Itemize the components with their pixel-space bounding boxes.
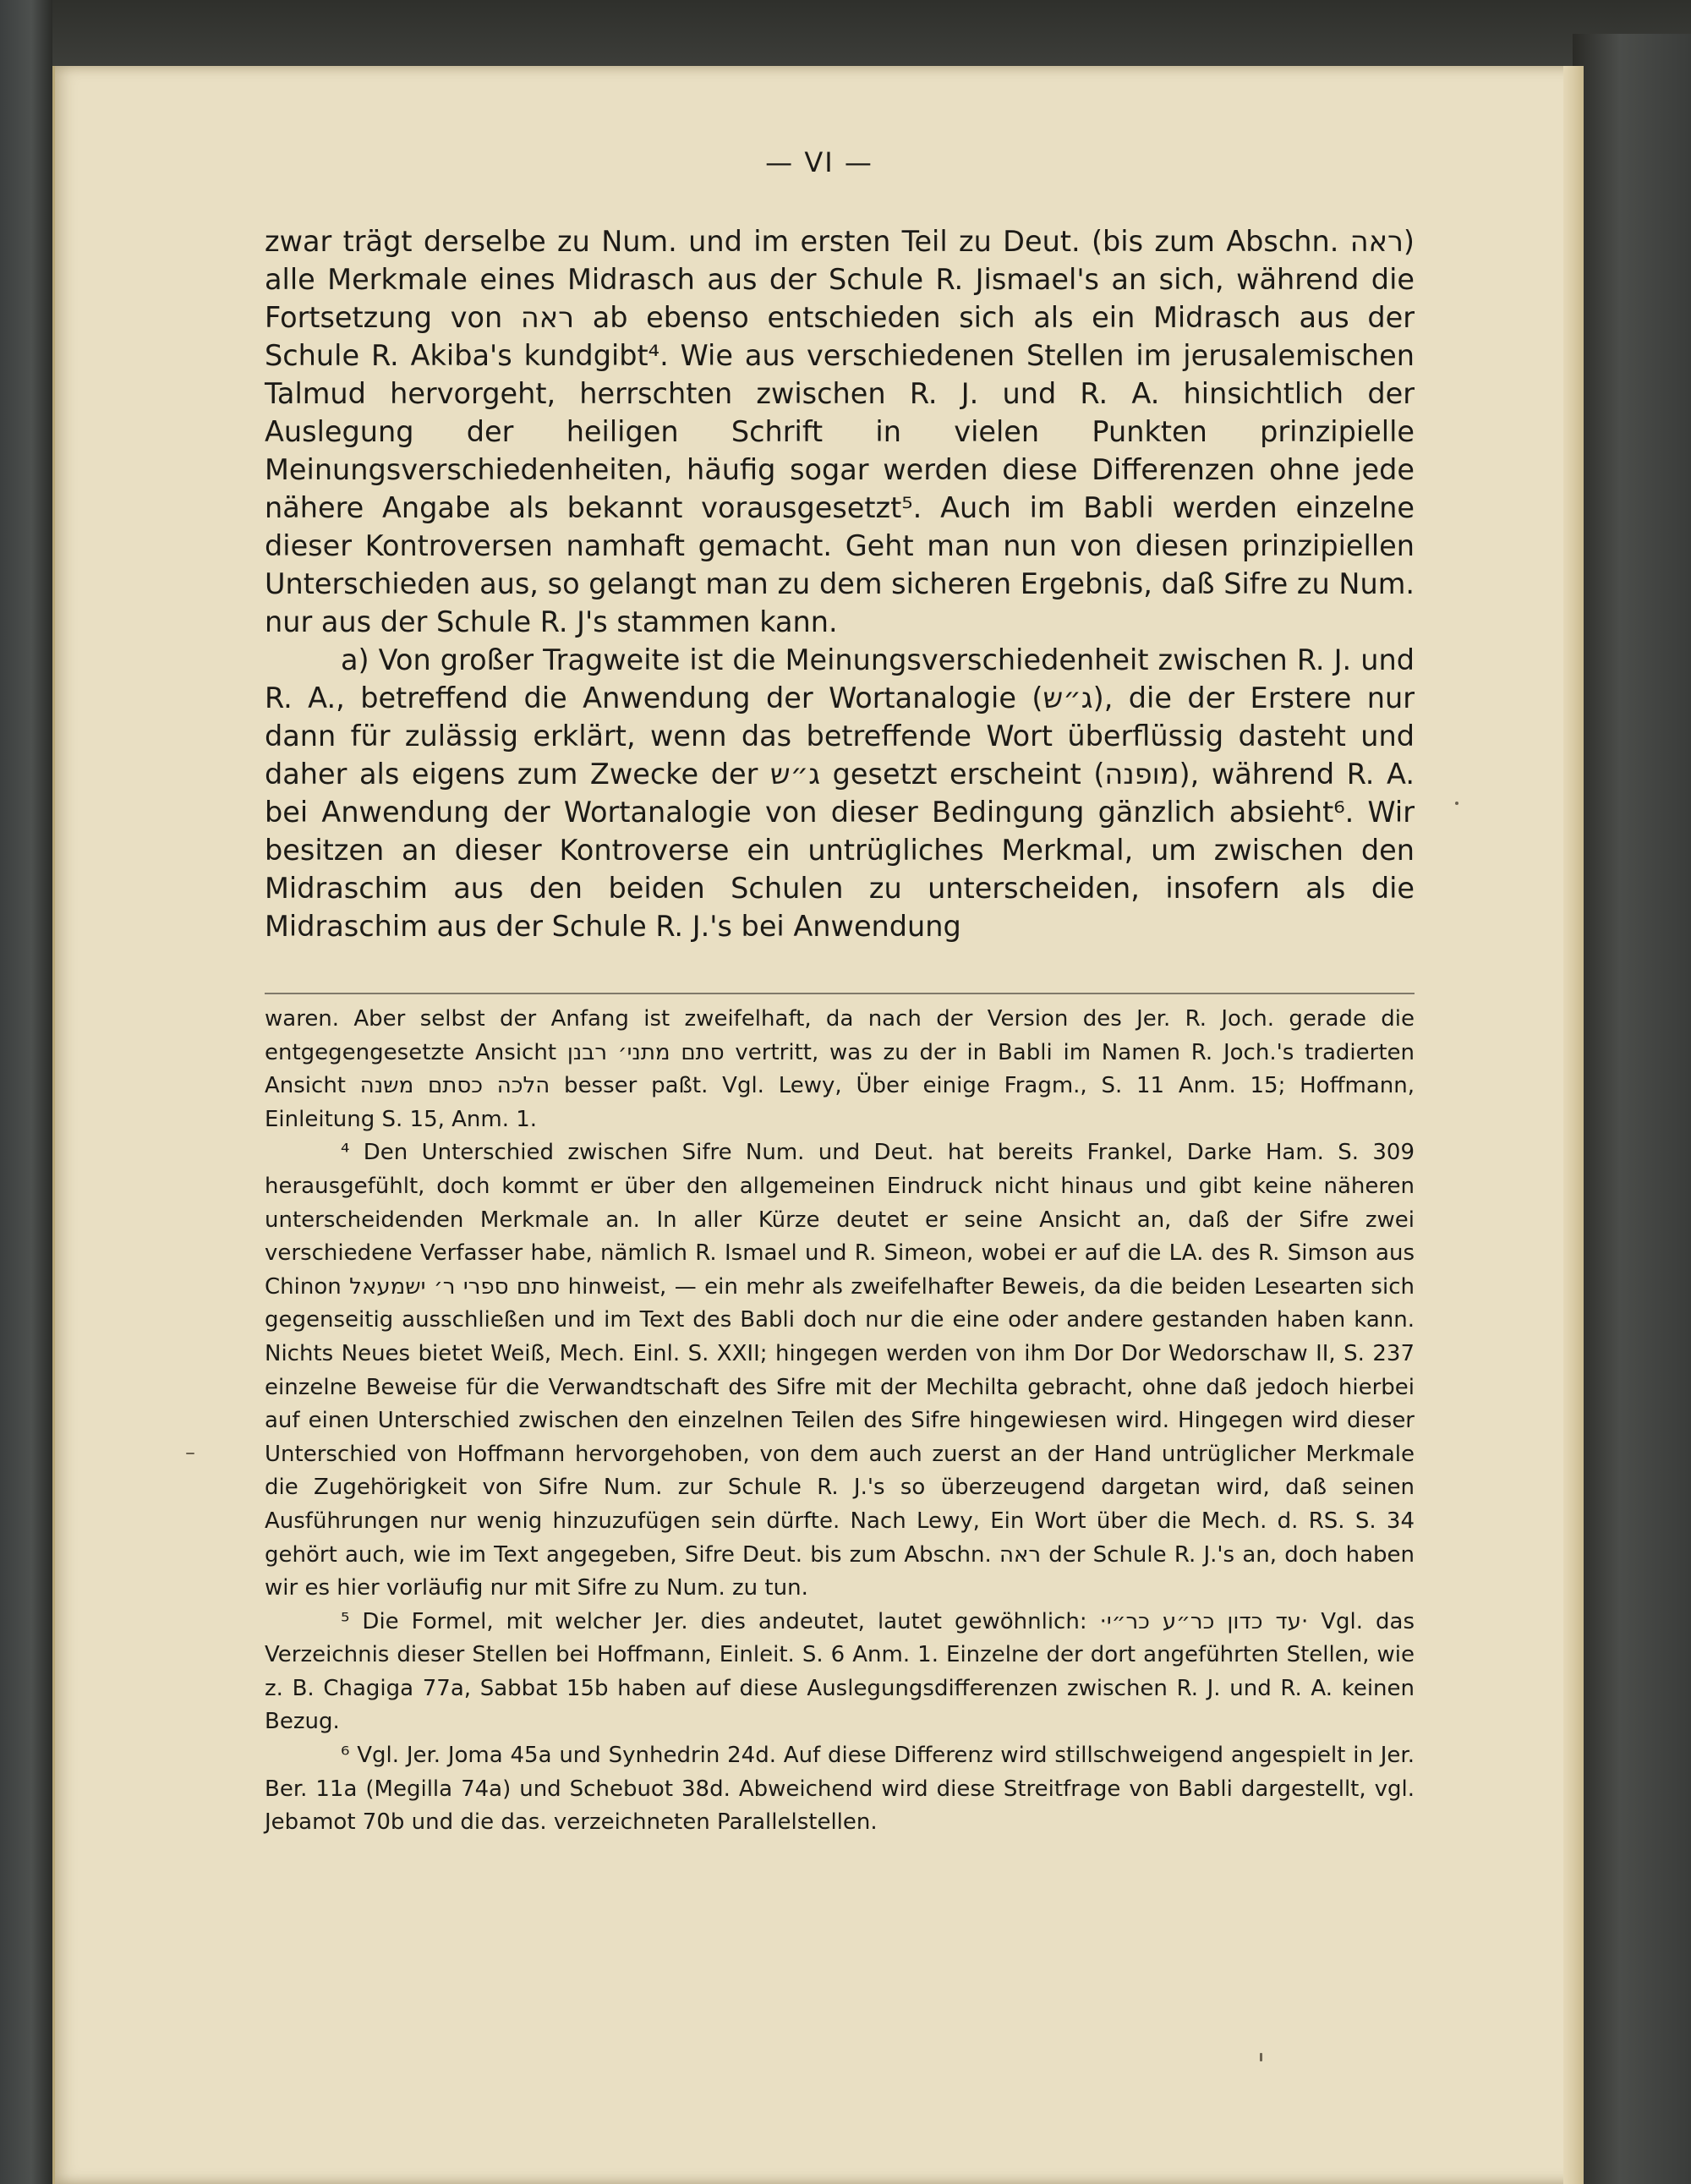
page-edge (1563, 66, 1584, 2184)
book-cover-top (0, 0, 1691, 76)
main-paragraph-2: a) Von großer Tragweite ist die Meinungsverschiedenheit zwischen R. J. und R. A., betreffend die Anwendung der Wortanalogie (ג״ש), die der Erstere nur dann für zulässig erklärt, wenn das betreffende Wort überflüssig dasteht und daher als eigens zum Zwecke der ג״ש gesetzt erscheint (מופנה), während R. A. bei Anwendung der Wortanalogie von dieser Bedingung gänzlich absieht⁶. Wir besitzen an dieser Kontroverse ein untrügliches Merkmal, um zwischen den Midraschim aus den beiden Schulen zu unterscheiden, insofern als die Midraschim aus der Schule R. J.'s bei Anwendung (265, 643, 1415, 943)
book-page (52, 66, 1584, 2184)
footnote-6: ⁶ Vgl. Jer. Joma 45a und Synhedrin 24d. Auf diese Differenz wird stillschweigend angespielt in Jer. Ber. 11a (Megilla 74a) und Schebuot 38d. Abweichend wird diese Streitfrage von Babli dargestellt, vgl. Jebamot 70b und die das. verzeichneten Parallelstellen. (265, 1743, 1415, 1836)
footnote-5: ⁵ Die Formel, mit welcher Jer. dies andeutet, lautet gewöhnlich: ·עד כדון כר״ע כר״י· Vgl. das Verzeichnis dieser Stellen bei Hoffmann, Einleit. S. 6 Anm. 1. Einzelne der dort angeführten Stellen, wie z. B. Chagiga 77a, Sabbat 15b haben auf diese Auslegungsdifferenzen zwischen R. J. und R. A. keinen Bezug. (265, 1608, 1415, 1735)
footnote-separator (265, 993, 1415, 994)
main-text (265, 222, 1415, 945)
footnote-continuation: waren. Aber selbst der Anfang ist zweifelhaft, da nach der Version des Jer. R. Joch. gerade die entgegengesetzte Ansicht סתם מתני׳ רבנן vertritt, was zu der in Babli im Namen R. Joch.'s tradierten Ansicht הלכה כסתם משנה besser paßt. Vgl. Lewy, Über einige Fragm., S. 11 Anm. 15; Hoffmann, Einleitung S. 15, Anm. 1. (265, 1006, 1415, 1132)
footnotes (265, 1003, 1415, 1840)
book-spine-left (0, 0, 52, 2184)
paper-speck (1260, 2053, 1262, 2061)
book-cover-right (1573, 34, 1691, 2184)
paper-speck (186, 1453, 194, 1454)
main-paragraph-1: zwar trägt derselbe zu Num. und im ersten Teil zu Deut. (bis zum Abschn. ראה) alle Merkmale eines Midrasch aus der Schule R. Jismael's an sich, während die Fortsetzung von ראה ab ebenso entschieden sich als ein Midrasch aus der Schule R. Akiba's kundgibt⁴. Wie aus verschiedenen Stellen im jerusalemischen Talmud hervorgeht, herrschten zwischen R. J. und R. A. hinsichtlich der Auslegung der heiligen Schrift in vielen Punkten prinzipielle Meinungsverschiedenheiten, häufig sogar werden diese Differenzen ohne jede nähere Angabe als bekannt vorausgesetzt⁵. Auch im Babli werden einzelne dieser Kontroversen namhaft gemacht. Geht man nun von diesen prinzipiellen Unterschieden aus, so gelangt man zu dem sicheren Ergebnis, daß Sifre zu Num. nur aus der Schule R. J's stammen kann. (265, 225, 1415, 638)
footnote-4: ⁴ Den Unterschied zwischen Sifre Num. und Deut. hat bereits Frankel, Darke Ham. S. 309 herausgefühlt, doch kommt er über den allgemeinen Eindruck nicht hinaus und gibt keine näheren unterscheidenden Merkmale an. In aller Kürze deutet er seine Ansicht an, daß der Sifre zwei verschiedene Verfasser habe, nämlich R. Ismael und R. Simeon, wobei er auf die LA. des R. Simson aus Chinon סתם ספרי ר׳ ישמעאל hinweist, — ein mehr als zweifelhafter Beweis, da die beiden Lesearten sich gegenseitig ausschließen und im Text des Babli doch nur die eine oder andere gestanden haben kann. Nichts Neues bietet Weiß, Mech. Einl. S. XXII; hingegen werden von ihm Dor Dor Wedorschaw II, S. 237 einzelne Beweise für die Verwandtschaft des Sifre mit der Mechilta gebracht, ohne daß jedoch hierbei auf einen Unterschied zwischen den einzelnen Teilen des Sifre hingewiesen wird. Hingegen wird dieser Unterschied von Hoffmann hervorgehoben, von dem auch zuerst an der Hand untrüglicher Merkmale die Zugehörigkeit von Sifre Num. zur Schule R. J.'s so überzeugend dargetan wird, daß seinen Ausführungen nur wenig hinzuzufügen sein dürfte. Nach Lewy, Ein Wort über die Mech. d. RS. S. 34 gehört auch, wie im Text angegeben, Sifre Deut. bis zum Abschn. ראה der Schule R. J.'s an, doch haben wir es hier vorläufig nur mit Sifre zu Num. zu tun. (265, 1140, 1415, 1601)
page-number-header: — VI — (765, 146, 873, 178)
paper-speck (1455, 802, 1458, 805)
